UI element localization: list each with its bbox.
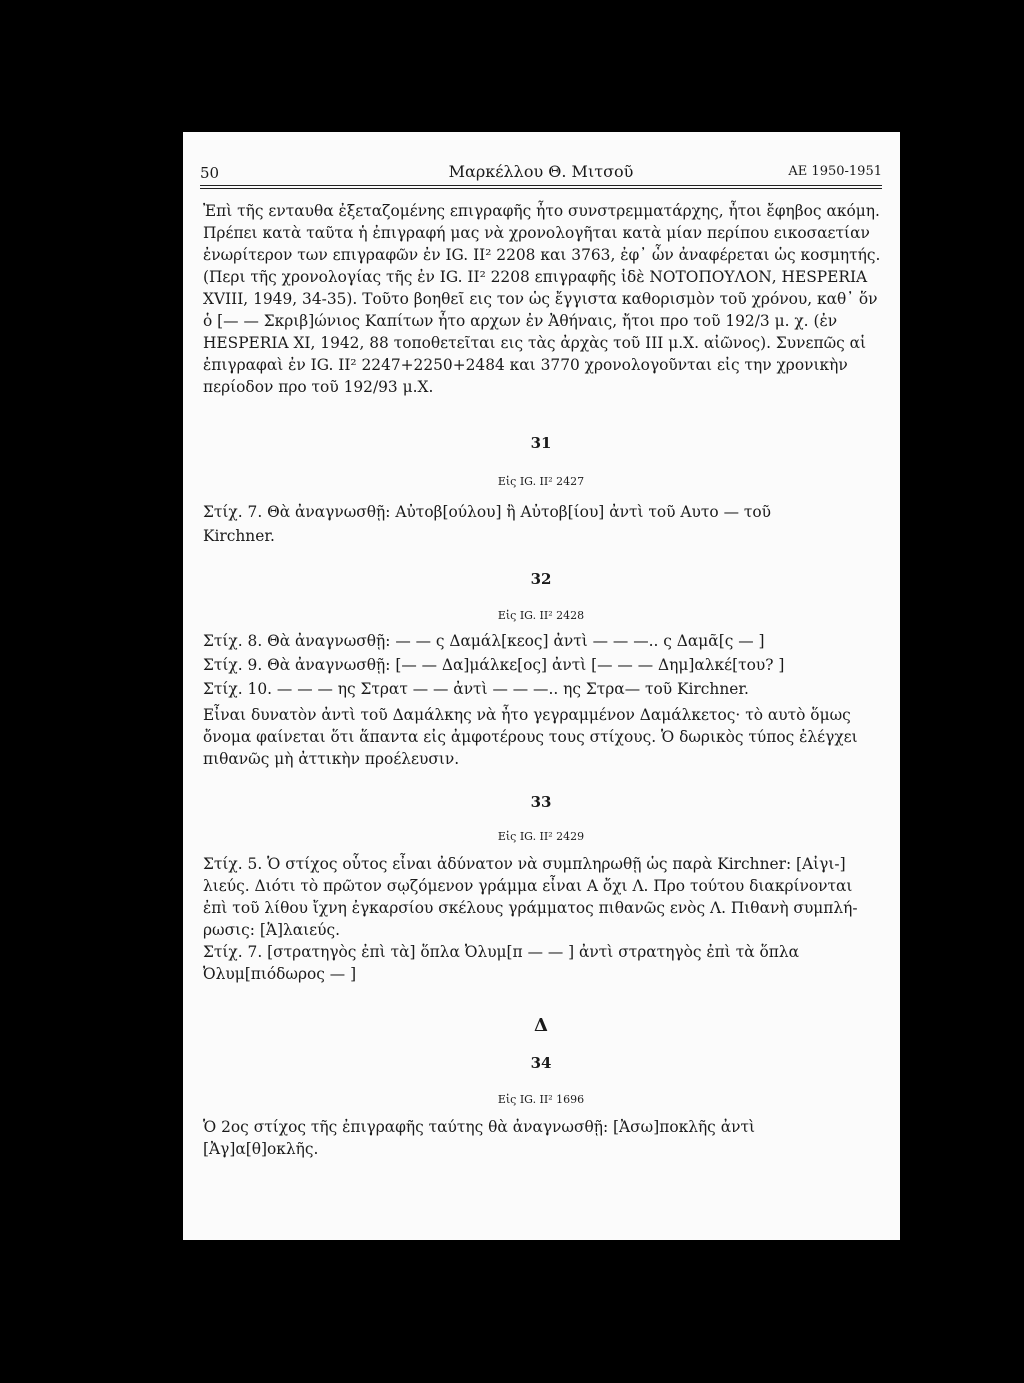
text-line: Εἶναι δυνατὸν ἀντὶ τοῦ Δαμάλκης νὰ ἦτο γεγραμμένον Δαμάλκετος· τὸ αυτὸ ὅμως — [203, 706, 851, 724]
section-31-line: Στίχ. 7. Θὰ ἀναγνωσθῇ: Αὐτοβ[ούλου] ἢ Αὐτοβ[ίου] ἀντὶ τοῦ Αυτο — τοῦ — [203, 503, 771, 521]
section-number-34: 34 — [530, 1054, 552, 1072]
section-ref-33: Εἰς IG. II² 2429 — [497, 830, 585, 843]
text-line: Στίχ. 5. Ὁ στίχος οὗτος εἶναι ἀδύνατον νὰ συμπληρωθῇ ὡς παρὰ Kirchner: [Αἰγι-] — [203, 855, 846, 873]
text-line: λιεύς. Διότι τὸ πρῶτον σῳζόμενον γράμμα εἶναι Α ὄχι Λ. Προ τούτου διακρίνονται — [203, 877, 853, 895]
header-rule — [200, 185, 882, 186]
journal-ref: ΑΕ 1950-1951 — [788, 164, 882, 179]
section-letter-delta: Δ — [534, 1015, 548, 1036]
text-line: ἐπιγραφαὶ ἐν IG. II² 2247+2250+2484 και 3770 χρονολογοῦνται εἰς την χρονικὴν — [203, 356, 848, 374]
text-line: ὁ [— — Σκριβ]ώνιος Καπίτων ἦτο αρχων ἐν Ἀθήναις, ἤτοι προ τοῦ 192/3 μ. χ. (ἐν — [203, 312, 838, 330]
text-line: Στίχ. 7. [στρατηγὸς ἐπὶ τὰ] ὅπλα Ὀλυμ[π — — ] ἀντὶ στρατηγὸς ἐπὶ τὰ ὅπλα — [203, 943, 800, 961]
section-34-paragraph — [203, 1116, 881, 1160]
section-number-33: 33 — [530, 793, 552, 811]
running-header — [200, 160, 882, 184]
section-32-paragraph — [203, 704, 881, 770]
text-line: HESPERIA XI, 1942, 88 τοποθετεῖται εις τὰς ἀρχὰς τοῦ III μ.Χ. αἰῶνος). Συνεπῶς αἱ — [203, 334, 867, 352]
intro-paragraph — [203, 200, 881, 398]
section-32-row: Στίχ. 9. Θὰ ἀναγνωσθῇ: [— — Δα]μάλκε[ος] ἀντὶ [— — — Δημ]αλκέ[του? ] — [203, 656, 785, 674]
section-ref-31: Εἰς IG. II² 2427 — [497, 475, 585, 488]
header-rule-2 — [200, 188, 882, 189]
section-33-paragraph — [203, 853, 881, 985]
page-number: 50 — [200, 164, 220, 182]
section-number-32: 32 — [530, 570, 552, 588]
text-line: ἐνωρίτερον των επιγραφῶν ἐν IG. II² 2208 και 3763, ἐφ᾽ ὧν ἀναφέρεται ὡς κοσμητής. — [203, 246, 881, 264]
author-name: Μαρκέλλου Θ. Μιτσοῦ — [448, 162, 634, 181]
text-line: περίοδον προ τοῦ 192/93 μ.Χ. — [203, 378, 434, 396]
section-ref-32: Εἰς IG. II² 2428 — [497, 609, 585, 622]
section-number-31: 31 — [530, 434, 552, 452]
text-line: ὄνομα φαίνεται ὅτι ἅπαντα εἰς ἀμφοτέρους τους στίχους. Ὁ δωρικὸς τύπος ἐλέγχει — [203, 728, 858, 746]
section-32-row: Στίχ. 8. Θὰ ἀναγνωσθῇ: — — ς Δαμάλ[κεος] ἀντὶ — — —.. ς Δαμᾶ[ς — ] — [203, 632, 765, 650]
text-line: Ὀλυμ[πιόδωρος — ] — [203, 965, 357, 983]
text-line: XVIII, 1949, 34-35). Τοῦτο βοηθεῖ εις τον ὡς ἔγγιστα καθορισμὸν τοῦ χρόνου, καθ᾽ ὅν — [203, 290, 878, 308]
text-line: Ἐπὶ τῆς ενταυθα ἐξεταζομένης επιγραφῆς ἦτο συνστρεμματάρχης, ἦτοι ἔφηβος ακόμη. — [203, 202, 880, 220]
section-ref-34: Εἰς IG. II² 1696 — [497, 1093, 585, 1106]
section-31-line: Kirchner. — [203, 527, 275, 545]
text-line: [Ἀγ]α[θ]οκλῆς. — [203, 1140, 319, 1158]
section-32-row: Στίχ. 10. — — — ης Στρατ — — ἀντὶ — — —.. ης Στρα— τοῦ Kirchner. — [203, 680, 749, 698]
text-line: (Περι τῆς χρονολογίας τῆς ἐν IG. II² 2208 επιγραφῆς ἰδὲ ΝΟΤΟΠΟΥΛΟΝ, HESPERIA — [203, 268, 868, 286]
text-line: Ὁ 2ος στίχος τῆς ἐπιγραφῆς ταύτης θὰ ἀναγνωσθῇ: [Ἀσω]ποκλῆς ἀντὶ — [203, 1118, 755, 1136]
text-line: ρωσις: [Ἁ]λαιεύς. — [203, 921, 340, 939]
text-line: Πρέπει κατὰ ταῦτα ἡ ἐπιγραφή μας νὰ χρονολογῆται κατὰ μίαν περίπου εικοσαετίαν — [203, 224, 870, 242]
text-line: πιθανῶς μὴ ἀττικὴν προέλευσιν. — [203, 750, 460, 768]
text-line: ἐπὶ τοῦ λίθου ἴχνη ἐγκαρσίου σκέλους γράμματος πιθανῶς ενὸς Λ. Πιθανὴ συμπλή- — [203, 899, 858, 917]
